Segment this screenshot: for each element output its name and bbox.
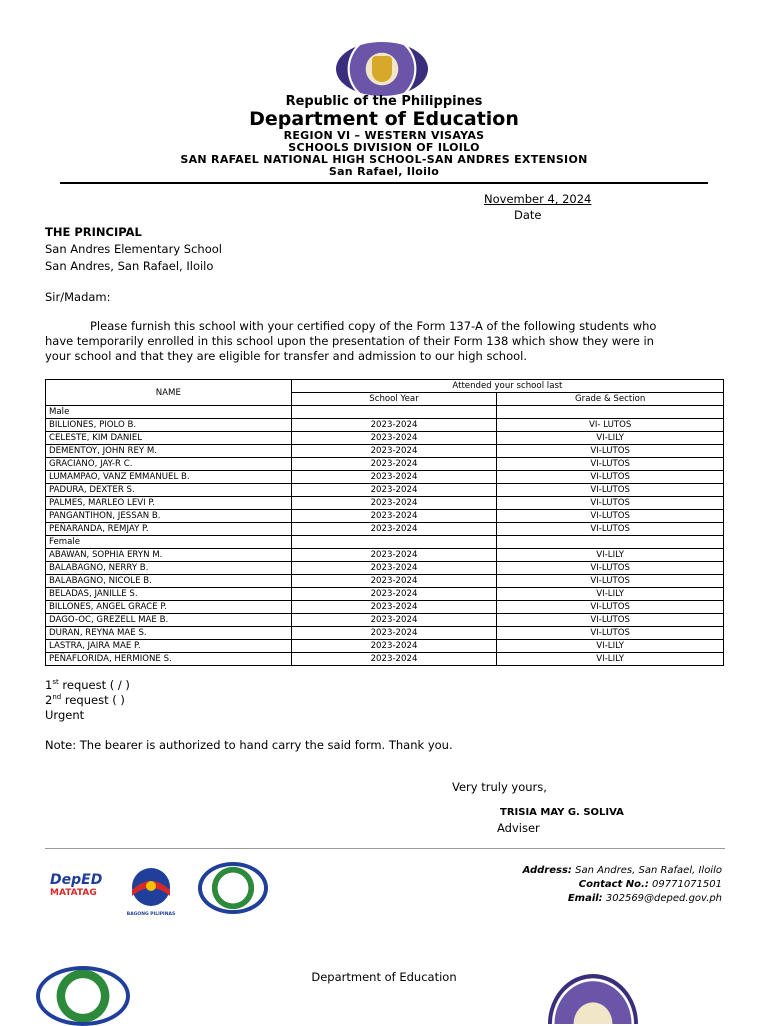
school-year: 2023-2024 <box>291 549 497 562</box>
signatory-name: TRISIA MAY G. SOLIVA <box>500 807 624 818</box>
student-name: DEMENTOY, JOHN REY M. <box>46 445 292 458</box>
grade-section: VI-LUTOS <box>497 471 724 484</box>
grade-section: VI-LUTOS <box>497 627 724 640</box>
address-value: San Andres, San Rafael, Iloilo <box>571 865 722 876</box>
student-name: BELADAS, JANILLE S. <box>46 588 292 601</box>
address-label: Address: <box>522 865 572 876</box>
recipient-address: San Andres, San Rafael, Iloilo <box>45 259 214 273</box>
contact-label: Contact No.: <box>578 879 649 890</box>
recipient-title: THE PRINCIPAL <box>45 225 142 239</box>
address-line <box>523 864 722 878</box>
grade-section: VI-LUTOS <box>497 614 724 627</box>
student-name: CELESTE, KIM DANIEL <box>46 432 292 445</box>
table-row <box>46 510 724 523</box>
table-row <box>46 523 724 536</box>
school-seal-icon <box>198 862 268 914</box>
school-year: 2023-2024 <box>291 432 497 445</box>
header-republic: Republic of the Philippines <box>285 94 483 109</box>
col-grade-header: Grade & Section <box>497 393 724 406</box>
header-school: SAN RAFAEL NATIONAL HIGH SCHOOL-SAN ANDRES EXTENSION <box>180 153 588 166</box>
email-line <box>523 892 722 906</box>
grade-section: VI- LUTOS <box>497 419 724 432</box>
school-year: 2023-2024 <box>291 510 497 523</box>
student-name: PALMES, MARLEO LEVI P. <box>46 497 292 510</box>
student-name: LUMAMPAO, VANZ EMMANUEL B. <box>46 471 292 484</box>
header-divider <box>60 182 708 184</box>
recipient-school: San Andres Elementary School <box>45 242 222 256</box>
grade-section: VI-LUTOS <box>497 523 724 536</box>
school-year: 2023-2024 <box>291 627 497 640</box>
student-name: PADURA, DEXTER S. <box>46 484 292 497</box>
contact-value: 09771071501 <box>648 879 722 890</box>
student-name: BILLONES, ANGEL GRACE P. <box>46 601 292 614</box>
student-name: DURAN, REYNA MAE S. <box>46 627 292 640</box>
student-name: ABAWAN, SOPHIA ERYN M. <box>46 549 292 562</box>
request-urgent: Urgent <box>45 708 85 722</box>
table-row <box>46 419 724 432</box>
header-division: SCHOOLS DIVISION OF ILOILO <box>288 141 480 154</box>
table-row <box>46 575 724 588</box>
school-year: 2023-2024 <box>291 497 497 510</box>
students-table <box>45 379 724 666</box>
closing: Very truly yours, <box>452 780 547 794</box>
school-year: 2023-2024 <box>291 419 497 432</box>
male-section-row <box>46 406 724 419</box>
table-row <box>46 640 724 653</box>
school-year: 2023-2024 <box>291 653 497 666</box>
school-year: 2023-2024 <box>291 471 497 484</box>
school-seal-bottom-icon <box>36 966 130 1026</box>
student-name: BILLIONES, PIOLO B. <box>46 419 292 432</box>
footer-contact <box>523 864 722 906</box>
grade-section: VI-LUTOS <box>497 601 724 614</box>
header-place: San Rafael, Iloilo <box>328 165 440 178</box>
school-year: 2023-2024 <box>291 614 497 627</box>
request-first-text: request ( / ) <box>58 678 130 692</box>
grade-section: VI-LUTOS <box>497 562 724 575</box>
col-year-header: School Year <box>291 393 497 406</box>
request-second-sup: nd <box>52 693 62 702</box>
table-row <box>46 627 724 640</box>
grade-section: VI-LILY <box>497 653 724 666</box>
table-row <box>46 562 724 575</box>
request-first <box>45 678 130 693</box>
student-name: LASTRA, JAIRA MAE P. <box>46 640 292 653</box>
paragraph-line-1: Please furnish this school with your certified copy of the Form 137-A of the following students who <box>90 319 657 333</box>
email-label: Email: <box>567 893 603 904</box>
request-second-num: 2 <box>45 693 53 707</box>
student-name: DAGO-OC, GREZELL MAE B. <box>46 614 292 627</box>
school-year: 2023-2024 <box>291 484 497 497</box>
bagong-pilipinas-icon <box>122 866 180 908</box>
table-row <box>46 458 724 471</box>
table-row <box>46 653 724 666</box>
deped-matatag-logo <box>50 872 112 912</box>
matatag-text: MATATAG <box>50 888 97 898</box>
letter-date: November 4, 2024 <box>484 192 592 206</box>
school-year: 2023-2024 <box>291 562 497 575</box>
grade-section: VI-LILY <box>497 432 724 445</box>
school-year: 2023-2024 <box>291 458 497 471</box>
school-year: 2023-2024 <box>291 523 497 536</box>
school-year: 2023-2024 <box>291 640 497 653</box>
deped-seal-bottom-icon <box>548 974 638 1024</box>
salutation: Sir/Madam: <box>45 290 111 304</box>
male-label: Male <box>46 406 292 419</box>
request-first-sup: st <box>52 678 59 687</box>
email-value: 302569@deped.gov.ph <box>602 893 722 904</box>
request-first-num: 1 <box>45 678 53 692</box>
footer-divider <box>45 848 725 849</box>
table-row <box>46 432 724 445</box>
bagong-pilipinas-logo <box>122 866 180 916</box>
school-year: 2023-2024 <box>291 588 497 601</box>
request-second <box>45 693 125 708</box>
female-section-row <box>46 536 724 549</box>
grade-section: VI-LILY <box>497 640 724 653</box>
table-row <box>46 588 724 601</box>
grade-section: VI-LILY <box>497 588 724 601</box>
col-group-header: Attended your school last <box>291 380 723 393</box>
paragraph-line-2: have temporarily enrolled in this school upon the presentation of their Form 138 which show they were in <box>45 334 654 348</box>
table-row <box>46 484 724 497</box>
female-label: Female <box>46 536 292 549</box>
header-region: REGION VI – WESTERN VISAYAS <box>283 129 485 142</box>
signatory-role: Adviser <box>497 821 540 835</box>
grade-section: VI-LILY <box>497 549 724 562</box>
student-name: PEÑAFLORIDA, HERMIONE S. <box>46 653 292 666</box>
student-name: PANGANTIHON, JESSAN B. <box>46 510 292 523</box>
table-row <box>46 471 724 484</box>
table-row <box>46 549 724 562</box>
grade-section: VI-LUTOS <box>497 497 724 510</box>
school-year: 2023-2024 <box>291 575 497 588</box>
school-year: 2023-2024 <box>291 601 497 614</box>
student-name: BALABAGNO, NICOLE B. <box>46 575 292 588</box>
note: Note: The bearer is authorized to hand carry the said form. Thank you. <box>45 738 453 752</box>
grade-section: VI-LUTOS <box>497 458 724 471</box>
student-name: GRACIANO, JAY-R C. <box>46 458 292 471</box>
grade-section: VI-LUTOS <box>497 484 724 497</box>
date-label: Date <box>514 208 542 222</box>
table-row <box>46 497 724 510</box>
table-row <box>46 601 724 614</box>
paragraph-line-3: your school and that they are eligible for transfer and admission to our high school. <box>45 349 528 363</box>
bottom-department-text: Department of Education <box>311 970 457 984</box>
contact-line <box>523 878 722 892</box>
bagong-text: BAGONG PILIPINAS <box>126 912 176 917</box>
deped-seal-icon <box>336 42 428 96</box>
grade-section: VI-LUTOS <box>497 575 724 588</box>
col-name-header: NAME <box>46 380 292 406</box>
student-name: PEÑARANDA, REMJAY P. <box>46 523 292 536</box>
student-name: BALABAGNO, NERRY B. <box>46 562 292 575</box>
table-row <box>46 614 724 627</box>
deped-logo-text: DepED <box>50 872 103 888</box>
school-year: 2023-2024 <box>291 445 497 458</box>
grade-section: VI-LUTOS <box>497 445 724 458</box>
table-row <box>46 445 724 458</box>
request-second-text: request ( ) <box>61 693 125 707</box>
header-department: Department of Education <box>249 108 519 130</box>
grade-section: VI-LUTOS <box>497 510 724 523</box>
